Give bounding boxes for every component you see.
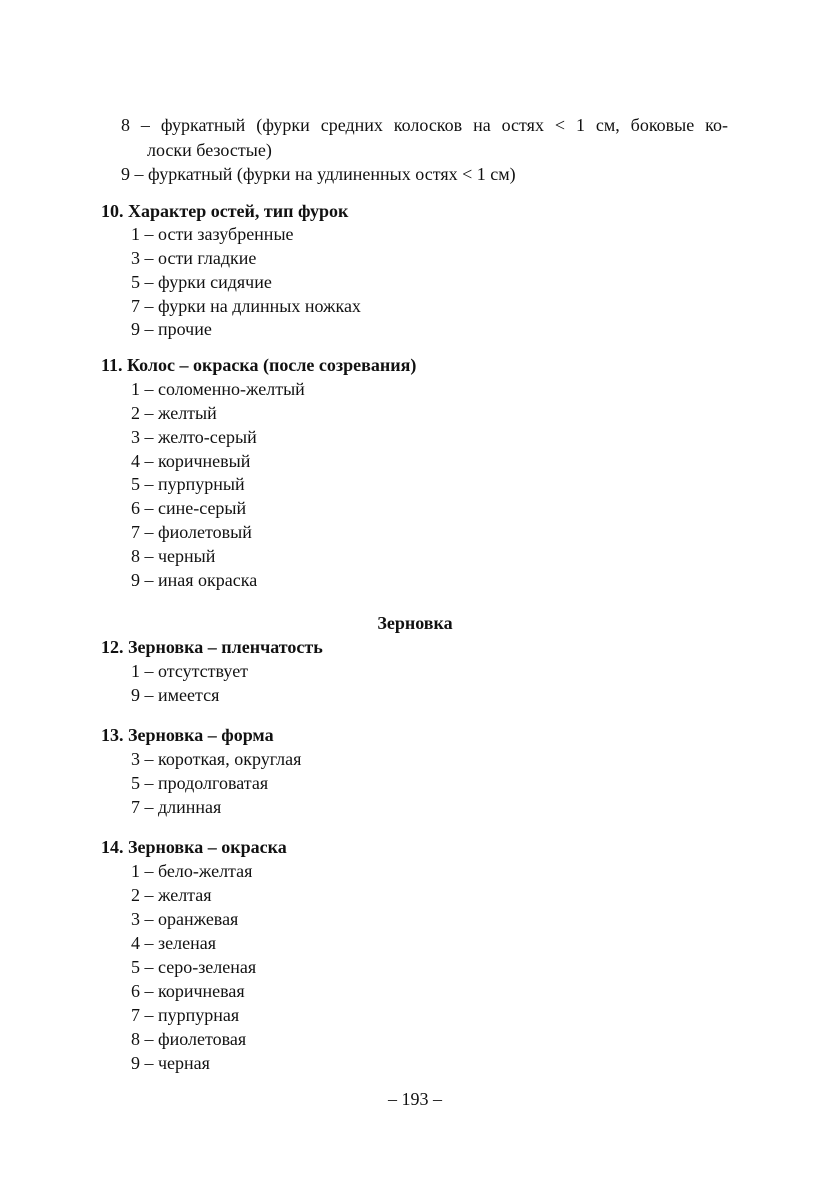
list-item: 8 – фуркатный (фурки средних колосков на остях < 1 см, боковые ко- [121,115,728,135]
list-item: 1 – бело-желтая [131,861,253,881]
list-item: 5 – фурки сидячие [131,272,272,292]
section-heading: 13. Зерновка – форма [101,725,274,745]
page-number: – 193 – [388,1089,442,1109]
chapter-subheading: Зерновка [377,613,453,633]
list-item: 3 – ости гладкие [131,248,257,268]
list-item: 6 – сине-серый [131,498,247,518]
list-item: 9 – прочие [131,319,212,339]
list-item: 5 – пурпурный [131,474,245,494]
list-item: 1 – отсутствует [131,661,249,681]
list-item: 7 – фиолетовый [131,522,252,542]
list-item: 3 – желто-серый [131,427,257,447]
list-item: 9 – иная окраска [131,570,258,590]
list-item: 7 – пурпурная [131,1005,240,1025]
list-item-continuation: лоски безостые) [147,140,272,160]
list-item: 3 – оранжевая [131,909,239,929]
list-item: 3 – короткая, округлая [131,749,302,769]
list-item: 5 – серо-зеленая [131,957,257,977]
list-item: 6 – коричневая [131,981,245,1001]
list-item: 2 – желтая [131,885,212,905]
list-item: 8 – фиолетовая [131,1029,247,1049]
list-item: 7 – фурки на длинных ножках [131,296,361,316]
list-item: 5 – продолговатая [131,773,269,793]
section-heading: 11. Колос – окраска (после созревания) [101,355,417,375]
list-item: 7 – длинная [131,797,222,817]
list-item: 1 – ости зазубренные [131,224,294,244]
list-item: 9 – имеется [131,685,220,705]
list-item: 1 – соломенно-желтый [131,379,305,399]
section-heading: 10. Характер остей, тип фурок [101,201,349,221]
section-heading: 12. Зерновка – пленчатость [101,637,323,657]
list-item: 4 – зеленая [131,933,216,953]
list-item: 4 – коричневый [131,451,251,471]
list-item: 2 – желтый [131,403,217,423]
list-item: 9 – черная [131,1053,210,1073]
list-item: 8 – черный [131,546,216,566]
section-heading: 14. Зерновка – окраска [101,837,287,857]
list-item: 9 – фуркатный (фурки на удлиненных остях < 1 см) [121,164,516,184]
